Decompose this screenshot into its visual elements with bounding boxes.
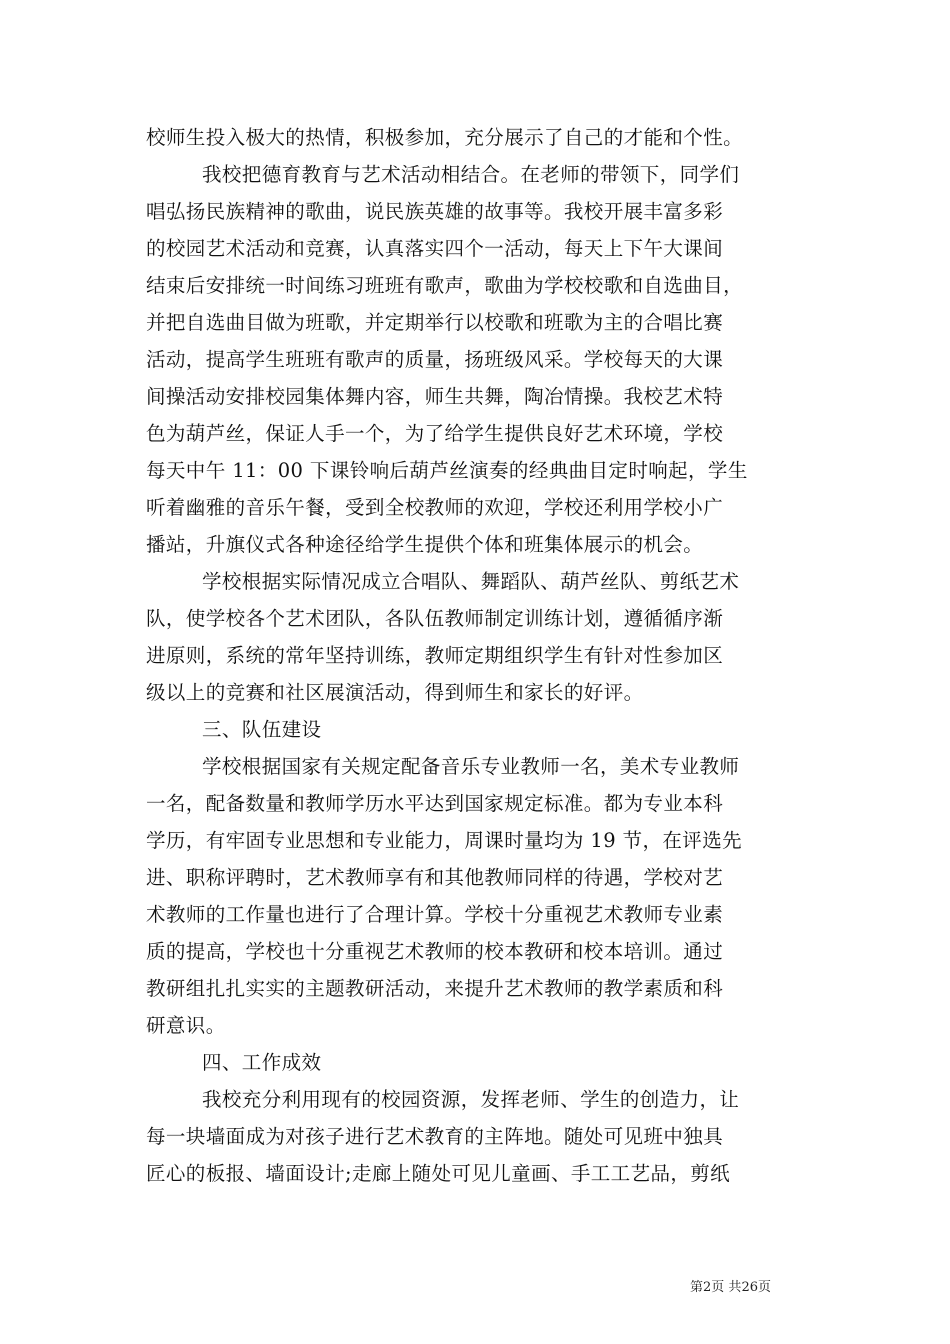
text-line: 匠心的板报、墙面设计;走廊上随处可见儿童画、手工工艺品，剪纸	[146, 1162, 731, 1185]
page-footer	[690, 1276, 771, 1295]
text-line: 教研组扎扎实实的主题教研活动，来提升艺术教师的教学素质和科	[146, 977, 724, 1000]
text-line: 播站，升旗仪式各种途径给学生提供个体和班集体展示的机会。	[146, 533, 704, 556]
text-line: 学历，有牢固专业思想和专业能力，周课时量均为 19 节，在评选先	[146, 829, 743, 852]
text-line: 进原则，系统的常年坚持训练，教师定期组织学生有针对性参加区	[146, 644, 724, 667]
text-line: 活动，提高学生班班有歌声的质量，扬班级风采。学校每天的大课	[146, 348, 724, 371]
text-line: 队，使学校各个艺术团队，各队伍教师制定训练计划，遵循循序渐	[146, 607, 724, 630]
text-line: 一名，配备数量和教师学历水平达到国家规定标准。都为专业本科	[146, 792, 724, 815]
text-line: 并把自选曲目做为班歌，并定期举行以校歌和班歌为主的合唱比赛	[146, 311, 724, 334]
document-body	[146, 119, 806, 1192]
text-line: 学校根据国家有关规定配备音乐专业教师一名，美术专业教师	[202, 755, 740, 778]
text-line: 每天中午 11：00 下课铃响后葫芦丝演奏的经典曲目定时响起，学生	[146, 459, 748, 482]
text-line: 每一块墙面成为对孩子进行艺术教育的主阵地。随处可见班中独具	[146, 1125, 724, 1148]
text-line: 我校把德育教育与艺术活动相结合。在老师的带领下，同学们	[202, 163, 740, 186]
footer-current-page: 2	[703, 1280, 712, 1295]
text-line: 进、职称评聘时，艺术教师享有和其他教师同样的待遇，学校对艺	[146, 866, 724, 889]
text-line: 研意识。	[146, 1014, 226, 1037]
text-line: 四、工作成效	[202, 1051, 322, 1074]
text-line: 我校充分利用现有的校园资源，发挥老师、学生的创造力，让	[202, 1088, 740, 1111]
footer-prefix: 第	[690, 1280, 704, 1295]
footer-middle: 页 共	[711, 1280, 742, 1295]
text-line: 三、队伍建设	[202, 718, 322, 741]
text-line: 的校园艺术活动和竞赛，认真落实四个一活动，每天上下午大课间	[146, 237, 724, 260]
text-line: 听着幽雅的音乐午餐，受到全校教师的欢迎，学校还利用学校小广	[146, 496, 724, 519]
text-line: 唱弘扬民族精神的歌曲，说民族英雄的故事等。我校开展丰富多彩	[146, 200, 724, 223]
footer-total-pages: 26	[741, 1280, 758, 1295]
text-line: 术教师的工作量也进行了合理计算。学校十分重视艺术教师专业素	[146, 903, 724, 926]
text-line: 间操活动安排校园集体舞内容，师生共舞，陶冶情操。我校艺术特	[146, 385, 724, 408]
text-line: 结束后安排统一时间练习班班有歌声，歌曲为学校校歌和自选曲目，	[146, 274, 744, 297]
text-line: 质的提高，学校也十分重视艺术教师的校本教研和校本培训。通过	[146, 940, 724, 963]
text-line: 学校根据实际情况成立合唱队、舞蹈队、葫芦丝队、剪纸艺术	[202, 570, 740, 593]
text-line: 校师生投入极大的热情，积极参加，充分展示了自己的才能和个性。	[146, 126, 744, 149]
text-line: 色为葫芦丝，保证人手一个，为了给学生提供良好艺术环境，学校	[146, 422, 724, 445]
text-line: 级以上的竞赛和社区展演活动，得到师生和家长的好评。	[146, 681, 644, 704]
footer-suffix: 页	[757, 1280, 771, 1295]
